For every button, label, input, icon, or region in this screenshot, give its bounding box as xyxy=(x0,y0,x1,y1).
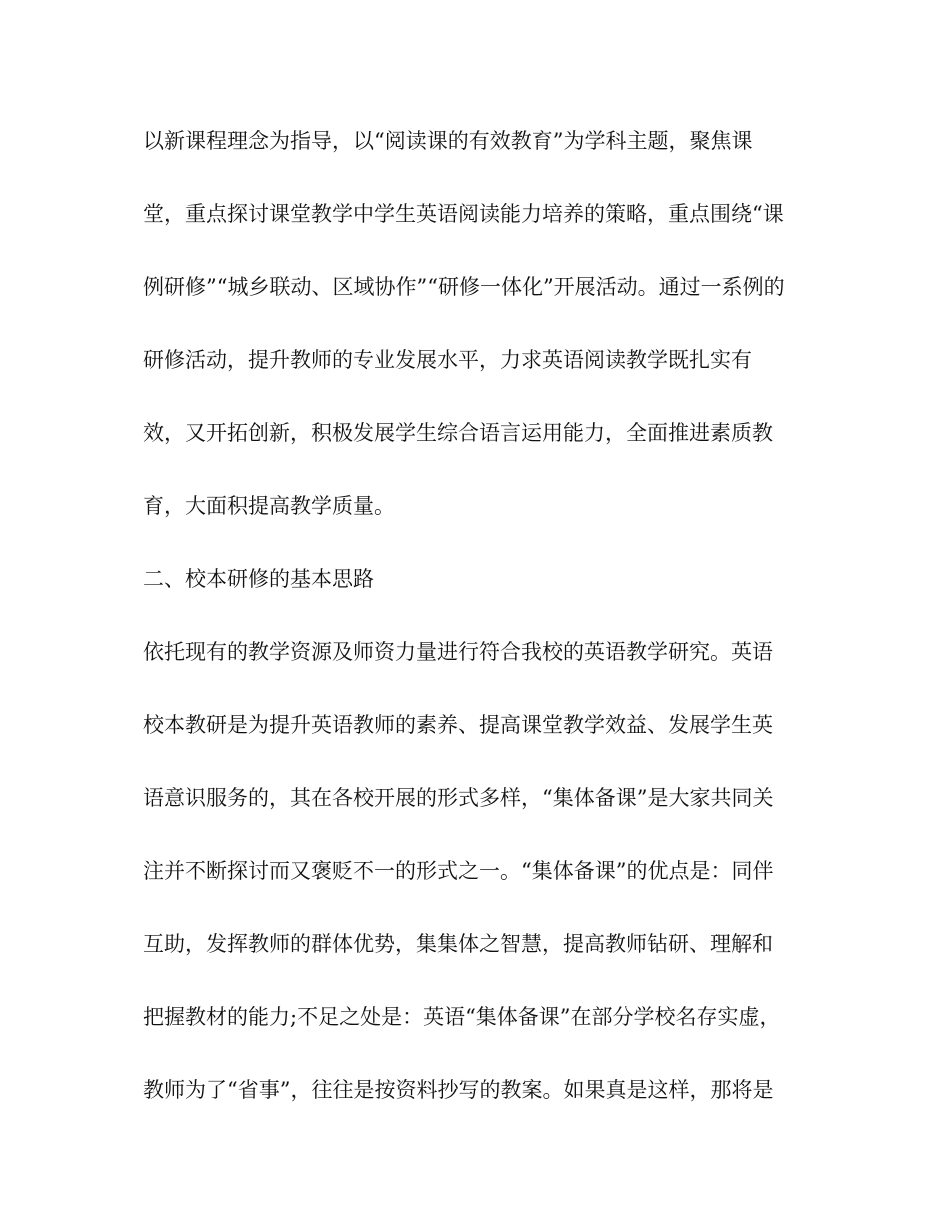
paragraph-line: 把握教材的能力;不足之处是：英语“集体备课”在部分学校名存实虚， xyxy=(143,1005,781,1029)
paragraph-line: 堂，重点探讨课堂教学中学生英语阅读能力培养的策略，重点围绕“课 xyxy=(143,202,784,226)
paragraph-line: 语意识服务的，其在各校开展的形式多样，“集体备课”是大家共同关 xyxy=(143,786,774,810)
paragraph-line: 校本教研是为提升英语教师的素养、提高课堂教学效益、发展学生英 xyxy=(143,713,773,737)
paragraph-line: 以新课程理念为指导，以“阅读课的有效教育”为学科主题，聚焦课 xyxy=(143,129,753,153)
paragraph-line: 教师为了“省事”，往往是按资料抄写的教案。如果真是这样，那将是 xyxy=(143,1078,774,1102)
paragraph-line: 研修活动，提升教师的专业发展水平，力求英语阅读教学既扎实有 xyxy=(143,348,752,372)
paragraph-line: 育，大面积提高教学质量。 xyxy=(143,494,395,518)
paragraph-line: 互助，发挥教师的群体优势，集集体之智慧，提高教师钻研、理解和 xyxy=(143,932,773,956)
paragraph-line: 注并不断探讨而又褒贬不一的形式之一。“集体备课”的优点是：同伴 xyxy=(143,859,774,883)
paragraph-line: 例研修”“城乡联动、区域协作”“研修一体化”开展活动。通过一系例的 xyxy=(143,275,785,299)
paragraph-line: 依托现有的教学资源及师资力量进行符合我校的英语教学研究。英语 xyxy=(143,640,773,664)
section-heading: 二、校本研修的基本思路 xyxy=(143,567,374,591)
paragraph-line: 效，又开拓创新，积极发展学生综合语言运用能力，全面推进素质教 xyxy=(143,421,773,445)
